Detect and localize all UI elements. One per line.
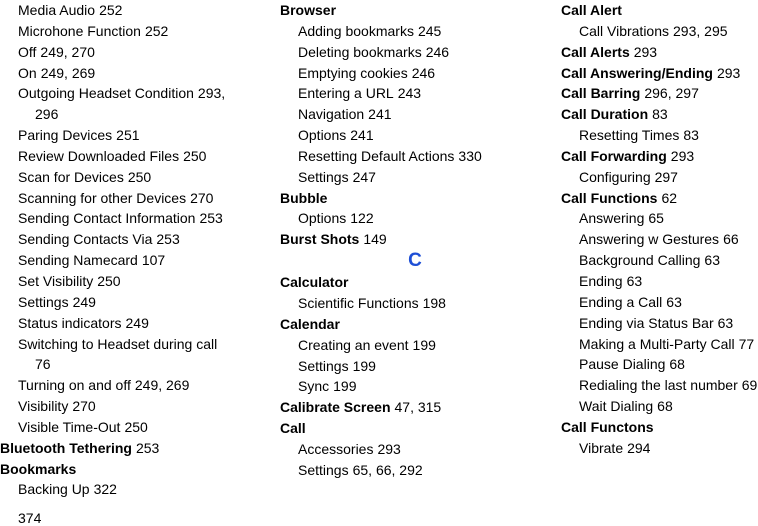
entry-pages: 253 xyxy=(156,231,180,248)
entry-pages: 330 xyxy=(458,147,482,164)
entry-pages: 250 xyxy=(127,168,152,185)
index-entry xyxy=(280,229,550,250)
entry-pages: 270 xyxy=(72,398,96,415)
page-number: 374 xyxy=(18,510,42,526)
index-subentry xyxy=(0,229,270,250)
index-subentry xyxy=(0,125,270,146)
index-subentry xyxy=(561,21,758,42)
entry-text: Sending Namecard xyxy=(18,252,138,269)
entry-pages: 249, 269 xyxy=(40,64,96,81)
entry-pages: 77 xyxy=(738,335,755,352)
index-entry xyxy=(280,418,550,439)
entry-pages: 249, 270 xyxy=(40,43,95,60)
entry-text: Settings xyxy=(298,168,349,185)
entry-text: Accessories xyxy=(298,440,374,457)
index-subentry xyxy=(280,63,550,84)
index-subentry xyxy=(0,417,270,438)
index-entry xyxy=(561,417,758,438)
entry-pages: 68 xyxy=(657,398,673,415)
index-subentry xyxy=(280,42,550,63)
entry-text: Review Downloaded Files xyxy=(18,147,180,164)
entry-pages: 251 xyxy=(116,127,140,144)
index-entry xyxy=(561,0,758,21)
entry-text: Settings xyxy=(18,293,69,310)
entry-pages: 245 xyxy=(417,22,442,39)
index-column-3 xyxy=(561,0,758,459)
index-subentry xyxy=(0,104,270,125)
index-subentry xyxy=(0,375,270,396)
entry-pages: 250 xyxy=(183,147,207,164)
index-entry xyxy=(0,438,270,459)
entry-text: 296 xyxy=(35,106,59,123)
entry-text: Set Visibility xyxy=(18,272,94,289)
index-subentry xyxy=(0,479,270,500)
entry-text: Call Vibrations xyxy=(579,22,670,39)
entry-pages: 253 xyxy=(135,439,160,456)
index-subentry xyxy=(561,292,758,313)
entry-text: Answering xyxy=(579,210,645,227)
entry-pages: 293, xyxy=(197,85,226,102)
entry-text: Off xyxy=(18,43,37,60)
entry-pages: 293 xyxy=(716,64,741,81)
index-subentry xyxy=(0,83,270,104)
entry-pages: 297 xyxy=(654,168,678,185)
index-subentry xyxy=(561,208,758,229)
entry-pages: 83 xyxy=(652,106,668,123)
index-subentry xyxy=(561,354,758,375)
entry-text: Microhone Function xyxy=(18,22,141,39)
entry-pages: 69 xyxy=(741,377,758,394)
entry-text: Burst Shots xyxy=(280,231,360,248)
index-entry xyxy=(0,459,270,480)
index-entry xyxy=(561,146,758,167)
entry-text: Adding bookmarks xyxy=(298,22,414,39)
entry-text: Calibrate Screen xyxy=(280,399,391,416)
entry-pages: 199 xyxy=(352,357,376,374)
entry-text: Configuring xyxy=(579,168,651,185)
entry-text: Call Answering/Ending xyxy=(561,64,713,81)
entry-pages: 83 xyxy=(683,127,699,144)
index-subentry xyxy=(0,354,270,375)
index-entry xyxy=(280,314,550,335)
index-subentry xyxy=(0,396,270,417)
entry-text: Resetting Default Actions xyxy=(298,147,455,164)
entry-text: Call Alerts xyxy=(561,43,630,60)
index-entry xyxy=(280,397,550,418)
index-subentry xyxy=(561,396,758,417)
index-subentry xyxy=(0,271,270,292)
entry-pages: 253 xyxy=(199,210,223,227)
entry-pages: 270 xyxy=(190,189,214,206)
entry-text: Outgoing Headset Condition xyxy=(18,85,194,102)
entry-pages: 247 xyxy=(352,168,376,185)
entry-text: Call Barring xyxy=(561,85,641,102)
entry-pages: 246 xyxy=(425,43,450,60)
index-subentry xyxy=(561,438,758,459)
index-subentry xyxy=(280,146,550,167)
entry-pages: 63 xyxy=(626,272,643,289)
index-subentry xyxy=(0,146,270,167)
index-entry xyxy=(280,272,550,293)
index-subentry xyxy=(0,250,270,271)
entry-text: Call Functons xyxy=(561,418,654,435)
entry-text: Bookmarks xyxy=(0,460,77,477)
entry-pages: 241 xyxy=(350,127,374,144)
entry-pages: 198 xyxy=(422,294,446,311)
index-subentry xyxy=(561,334,758,355)
entry-text: Entering a URL xyxy=(298,85,394,102)
entry-text: Making a Multi-Party Call xyxy=(579,335,735,352)
index-subentry xyxy=(561,313,758,334)
index-subentry xyxy=(0,63,270,84)
entry-text: Sending Contacts Via xyxy=(18,231,153,248)
entry-text: Pause Dialing xyxy=(579,356,666,373)
index-subentry xyxy=(0,42,270,63)
entry-pages: 249 xyxy=(72,293,96,310)
entry-text: Wait Dialing xyxy=(579,398,654,415)
index-subentry xyxy=(280,104,550,125)
entry-text: Sync xyxy=(298,378,330,395)
index-entry xyxy=(561,63,758,84)
index-subentry xyxy=(0,292,270,313)
index-subentry xyxy=(0,0,270,21)
index-subentry xyxy=(280,167,550,188)
entry-pages: 199 xyxy=(333,378,357,395)
index-subentry xyxy=(280,125,550,146)
entry-text: Emptying cookies xyxy=(298,64,408,81)
entry-text: Options xyxy=(298,210,347,227)
index-subentry xyxy=(561,250,758,271)
index-entry xyxy=(280,0,550,21)
entry-pages: 107 xyxy=(141,252,166,269)
entry-text: Call Duration xyxy=(561,106,649,123)
entry-text: Deleting bookmarks xyxy=(298,43,422,60)
index-subentry xyxy=(561,375,758,396)
index-subentry xyxy=(0,188,270,209)
entry-text: On xyxy=(18,64,37,81)
index-subentry xyxy=(561,167,758,188)
entry-pages: 62 xyxy=(661,189,678,206)
entry-pages: 66 xyxy=(723,231,739,248)
entry-pages: 249 xyxy=(125,314,149,331)
entry-text: Scientific Functions xyxy=(298,294,419,311)
entry-text: Visible Time-Out xyxy=(18,418,121,435)
index-subentry xyxy=(0,313,270,334)
entry-pages: 293 xyxy=(670,147,695,164)
entry-text: Visibility xyxy=(18,398,69,415)
index-subentry xyxy=(280,356,550,377)
entry-text: 76 xyxy=(35,356,51,373)
entry-text: Bluetooth Tethering xyxy=(0,439,132,456)
entry-text: Settings xyxy=(298,461,349,478)
index-column-1 xyxy=(0,0,270,500)
index-subentry xyxy=(280,293,550,314)
entry-pages: 68 xyxy=(669,356,685,373)
entry-pages: 293, 295 xyxy=(673,22,728,39)
entry-text: Media Audio xyxy=(18,2,96,18)
entry-text: Backing Up xyxy=(18,481,90,498)
entry-text: Status indicators xyxy=(18,314,122,331)
index-subentry xyxy=(280,83,550,104)
entry-text: Call Forwarding xyxy=(561,147,667,164)
entry-text: Ending a Call xyxy=(579,293,663,310)
index-subentry xyxy=(0,208,270,229)
entry-pages: 65 xyxy=(648,210,664,227)
index-subentry xyxy=(280,439,550,460)
index-subentry xyxy=(0,167,270,188)
index-subentry xyxy=(561,229,758,250)
entry-pages: 252 xyxy=(99,2,123,18)
entry-pages: 149 xyxy=(363,231,387,248)
index-subentry xyxy=(280,21,550,42)
index-subentry xyxy=(280,208,550,229)
entry-text: Options xyxy=(298,127,347,144)
entry-text: Ending via Status Bar xyxy=(579,314,714,331)
entry-pages: 241 xyxy=(368,106,392,123)
entry-pages: 63 xyxy=(666,293,682,310)
index-entry xyxy=(561,104,758,125)
entry-pages: 47, 315 xyxy=(394,399,442,416)
entry-text: Bubble xyxy=(280,189,328,206)
entry-pages: 249, 269 xyxy=(134,377,190,394)
entry-text: Calendar xyxy=(280,315,340,332)
entry-pages: 293 xyxy=(633,43,658,60)
index-entry xyxy=(561,188,758,209)
entry-text: Paring Devices xyxy=(18,127,113,144)
entry-text: Call Functions xyxy=(561,189,658,206)
section-letter: C xyxy=(408,250,422,272)
index-subentry xyxy=(280,460,550,481)
entry-pages: 252 xyxy=(144,22,169,39)
index-subentry xyxy=(280,335,550,356)
entry-text: Turning on and off xyxy=(18,377,131,394)
entry-pages: 250 xyxy=(97,272,121,289)
entry-text: Sending Contact Information xyxy=(18,210,196,227)
entry-pages: 246 xyxy=(411,64,436,81)
entry-text: Scanning for other Devices xyxy=(18,189,187,206)
entry-pages: 122 xyxy=(350,210,374,227)
entry-text: Call xyxy=(280,420,306,437)
entry-pages: 296, 297 xyxy=(644,85,699,102)
entry-text: Call Alert xyxy=(561,2,622,18)
index-subentry xyxy=(0,21,270,42)
entry-pages: 243 xyxy=(397,85,422,102)
entry-pages: 293 xyxy=(377,440,401,457)
entry-pages: 63 xyxy=(704,252,720,269)
entry-text: Calculator xyxy=(280,274,349,291)
index-subentry xyxy=(0,334,270,355)
entry-pages: 322 xyxy=(93,481,117,498)
entry-text: Browser xyxy=(280,2,337,18)
entry-pages: 250 xyxy=(124,418,148,435)
entry-pages: 65, 66, 292 xyxy=(352,461,423,478)
entry-pages: 199 xyxy=(412,336,436,353)
entry-text: Scan for Devices xyxy=(18,168,124,185)
index-subentry xyxy=(561,125,758,146)
index-entry xyxy=(280,188,550,209)
entry-pages: 294 xyxy=(627,439,651,456)
entry-text: Switching to Headset during call xyxy=(18,335,218,352)
index-subentry xyxy=(561,271,758,292)
index-entry xyxy=(561,83,758,104)
entry-text: Ending xyxy=(579,272,623,289)
entry-pages: 63 xyxy=(717,314,734,331)
entry-text: Vibrate xyxy=(579,439,624,456)
entry-text: Settings xyxy=(298,357,349,374)
index-entry xyxy=(561,42,758,63)
index-subentry xyxy=(280,376,550,397)
entry-text: Redialing the last number xyxy=(579,377,738,394)
entry-text: Creating an event xyxy=(298,336,409,353)
entry-text: Navigation xyxy=(298,106,365,123)
entry-text: Answering w Gestures xyxy=(579,231,720,248)
entry-text: Resetting Times xyxy=(579,127,680,144)
entry-text: Background Calling xyxy=(579,252,701,269)
index-column-2 xyxy=(280,0,550,481)
